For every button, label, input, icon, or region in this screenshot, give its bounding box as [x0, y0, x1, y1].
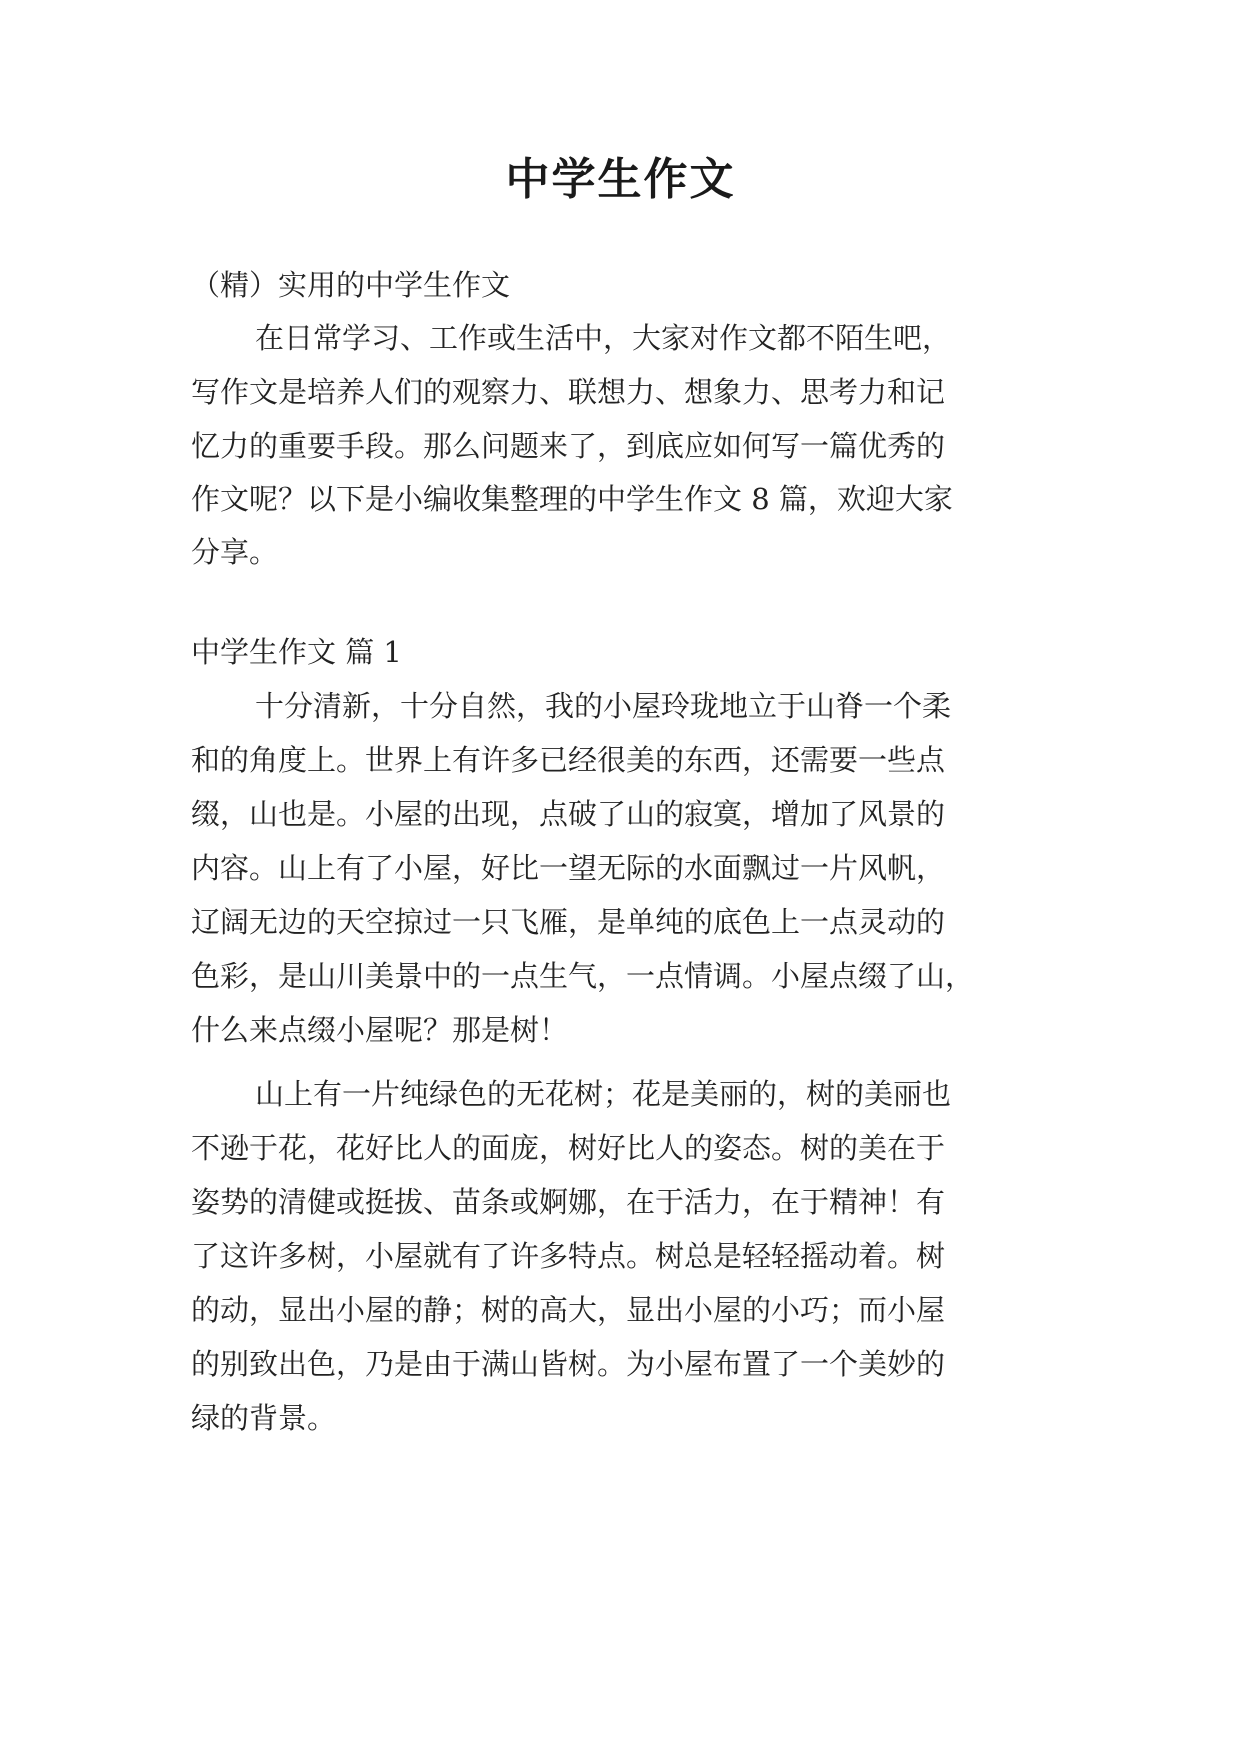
paragraph2-line: 了这许多树，小屋就有了许多特点。树总是轻轻摇动着。树 [191, 1239, 946, 1273]
paragraph2-line: 的动，显出小屋的静；树的高大，显出小屋的小巧；而小屋 [191, 1293, 946, 1327]
paragraph2-line: 山上有一片纯绿色的无花树；花是美丽的，树的美丽也 [255, 1077, 952, 1111]
paragraph1-line: 辽阔无边的天空掠过一只飞雁，是单纯的底色上一点灵动的 [191, 905, 946, 939]
paragraph2-line: 姿势的清健或挺拔、苗条或婀娜，在于活力，在于精神！有 [191, 1185, 946, 1219]
paragraph1-line: 色彩，是山川美景中的一点生气，一点情调。小屋点缀了山， [191, 959, 975, 993]
paragraph2-line: 的别致出色，乃是由于满山皆树。为小屋布置了一个美妙的 [191, 1347, 946, 1381]
document-subtitle: （精）实用的中学生作文 [191, 268, 511, 302]
paragraph1-line: 和的角度上。世界上有许多已经很美的东西，还需要一些点 [191, 743, 946, 777]
paragraph2-line: 不逊于花，花好比人的面庞，树好比人的姿态。树的美在于 [191, 1131, 946, 1165]
paragraph2-line: 绿的背景。 [191, 1401, 337, 1435]
intro-line: 写作文是培养人们的观察力、联想力、想象力、思考力和记 [191, 375, 946, 409]
paragraph1-line: 缀，山也是。小屋的出现，点破了山的寂寞，增加了风景的 [191, 797, 946, 831]
intro-line: 作文呢？以下是小编收集整理的中学生作文 8 篇，欢迎大家 [191, 482, 953, 516]
document-title: 中学生作文 [505, 154, 736, 205]
paragraph1-line: 十分清新，十分自然，我的小屋玲珑地立于山脊一个柔 [255, 689, 952, 723]
intro-line: 在日常学习、工作或生活中，大家对作文都不陌生吧， [255, 321, 952, 355]
intro-line: 忆力的重要手段。那么问题来了，到底应如何写一篇优秀的 [191, 429, 946, 463]
intro-line: 分享。 [191, 535, 279, 569]
paragraph1-line: 什么来点缀小屋呢？那是树！ [191, 1013, 569, 1047]
section-heading: 中学生作文 篇 1 [191, 635, 402, 669]
paragraph1-line: 内容。山上有了小屋，好比一望无际的水面飘过一片风帆， [191, 851, 946, 885]
